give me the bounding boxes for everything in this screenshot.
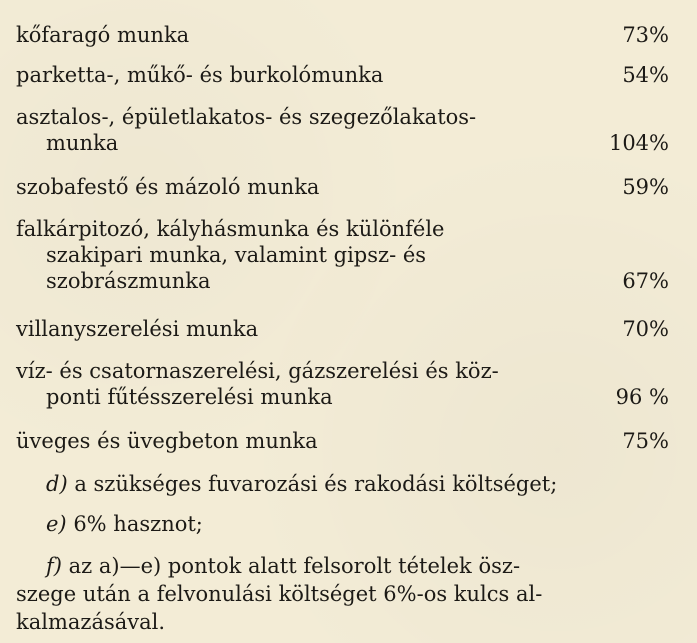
- item-text: a szükséges fuvarozási és rakodási költséget;: [74, 472, 558, 496]
- table-row: [16, 316, 669, 342]
- row-label: villanyszerelési munka: [16, 317, 259, 341]
- table-row: [16, 104, 669, 156]
- row-label-continued: munka: [46, 131, 119, 155]
- row-label-continued: szobrászmunka: [46, 269, 211, 293]
- table-row: [16, 216, 669, 294]
- item-text-continued: kalmazásával.: [16, 610, 166, 634]
- row-percent: 59%: [622, 175, 669, 199]
- item-text: 6% hasznot;: [73, 512, 203, 536]
- row-label: üveges és üvegbeton munka: [16, 429, 318, 453]
- row-label: parketta-, műkő- és burkolómunka: [16, 63, 384, 87]
- row-label: szobafestő és mázoló munka: [16, 175, 320, 199]
- row-percent: 54%: [622, 63, 669, 87]
- list-item: [46, 552, 669, 581]
- table-row: [16, 22, 669, 48]
- item-text-continued: szege után a felvonulási költséget 6%-os kulcs al-: [16, 582, 543, 606]
- list-item: [46, 470, 669, 499]
- row-label: asztalos-, épületlakatos- és szegezőlakatos-: [16, 105, 477, 129]
- table-row: [16, 358, 669, 410]
- row-label-continued: szakipari munka, valamint gipsz- és: [46, 243, 427, 267]
- table-row: [16, 174, 669, 200]
- table-row: [16, 428, 669, 454]
- row-label-continued: ponti fűtésszerelési munka: [46, 385, 333, 409]
- item-marker: e): [46, 512, 67, 536]
- row-percent: 75%: [622, 429, 669, 453]
- row-label: víz- és csatornaszerelési, gázszerelési és köz-: [16, 359, 499, 383]
- row-percent: 67%: [622, 269, 669, 293]
- table-row: [16, 62, 669, 88]
- row-percent: 70%: [622, 317, 669, 341]
- item-marker: d): [46, 472, 68, 496]
- item-text: az a)—e) pontok alatt felsorolt tételek ösz-: [68, 554, 521, 578]
- row-label: kőfaragó munka: [16, 23, 190, 47]
- list-item: [46, 510, 669, 539]
- item-marker: f): [46, 554, 62, 578]
- row-percent: 96 %: [615, 385, 669, 409]
- row-label: falkárpitozó, kályhásmunka és különféle: [16, 217, 445, 241]
- list-item-continued: [16, 608, 669, 637]
- row-percent: 104%: [608, 131, 669, 155]
- row-percent: 73%: [622, 23, 669, 47]
- list-item-continued: [16, 580, 669, 609]
